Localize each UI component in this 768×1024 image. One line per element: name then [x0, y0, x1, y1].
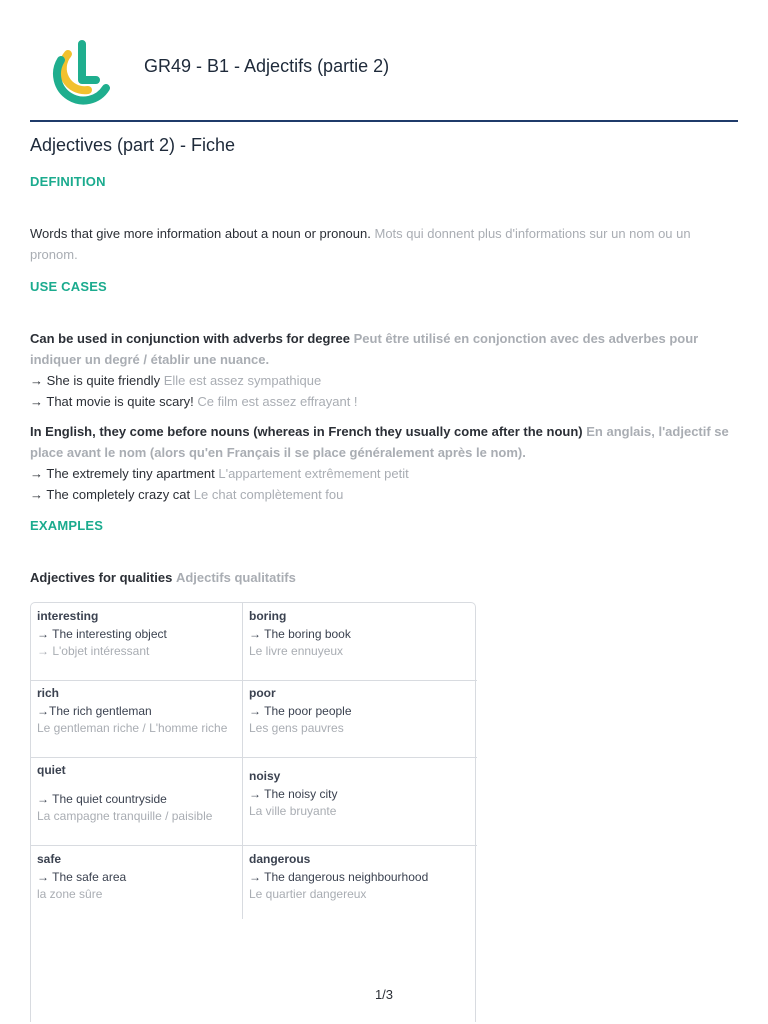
table-row: [31, 845, 477, 919]
example-fr: Le chat complètement fou: [193, 487, 344, 502]
use-case-1-title-en: Can be used in conjunction with adverbs for degree: [30, 331, 350, 346]
table-cell: [37, 762, 212, 826]
table-row: [31, 603, 477, 681]
example-en: → That movie is quite scary!: [30, 394, 194, 409]
cell-fr: Le livre ennuyeux: [249, 644, 344, 658]
cell-word: rich: [37, 686, 60, 700]
example-en: → She is quite friendly: [30, 373, 161, 388]
cell-word: safe: [37, 852, 62, 866]
table-cell: [249, 851, 428, 904]
table-cell: [249, 608, 351, 661]
table-row: [31, 757, 477, 846]
definition-heading: DEFINITION: [30, 174, 106, 189]
table-cell: [249, 768, 337, 821]
examples-heading: EXAMPLES: [30, 518, 104, 533]
use-case-1-example: [30, 391, 730, 412]
table-row: [31, 680, 477, 758]
adjectives-table: [30, 602, 476, 1022]
definition-fr: Mots qui donnent plus d'informations sur un nom ou un pronom.: [30, 226, 691, 262]
use-case-2-title-fr: En anglais, l'adjectif se place avant le nom (alors qu'en Français il se place généralement après le nom).: [30, 424, 729, 460]
page-title: Adjectives (part 2) - Fiche: [30, 135, 236, 155]
use-case-1: [30, 328, 730, 412]
cell-word: poor: [249, 686, 276, 700]
use-case-2-example: [30, 484, 730, 505]
cell-fr: La campagne tranquille / paisible: [37, 809, 213, 823]
cell-fr: Les gens pauvres: [249, 721, 344, 735]
cell-en: → The interesting object: [37, 626, 167, 641]
example-en: → The extremely tiny apartment: [30, 466, 215, 481]
examples-subheading: [30, 567, 730, 588]
examples-subheading-en: Adjectives for qualities: [30, 570, 173, 585]
cell-fr: → L'objet intéressant: [37, 644, 150, 658]
use-case-1-title-fr: Peut être utilisé en conjonction avec des adverbes pour indiquer un degré / établir une nuance.: [30, 331, 699, 367]
definition-en: Words that give more information about a noun or pronoun.: [30, 226, 371, 241]
table-cell: [37, 851, 126, 904]
use-case-2-example: [30, 463, 730, 484]
use-case-2-title-en: In English, they come before nouns (whereas in French they usually come after the noun): [30, 424, 583, 439]
table-cell: [37, 608, 167, 661]
cell-word: noisy: [249, 769, 281, 783]
cell-word: boring: [249, 609, 287, 623]
example-fr: Ce film est assez effrayant !: [197, 394, 358, 409]
example-en: → The completely crazy cat: [30, 487, 191, 502]
brand-logo-icon: [44, 30, 120, 106]
cell-fr: Le gentleman riche / L'homme riche: [37, 721, 228, 735]
page-number: 1/3: [374, 987, 394, 1002]
cell-en: → The dangerous neighbourhood: [249, 869, 429, 884]
cell-word: dangerous: [249, 852, 311, 866]
cell-en: → The safe area: [37, 869, 127, 884]
use-case-1-example: [30, 370, 730, 391]
cell-en: → The poor people: [249, 703, 352, 718]
cell-en: →The rich gentleman: [37, 703, 152, 718]
definition-text: [30, 223, 730, 265]
use-cases-heading: USE CASES: [30, 279, 107, 294]
cell-en: → The noisy city: [249, 786, 338, 801]
cell-en: → The boring book: [249, 626, 351, 641]
table-cell: [37, 685, 227, 738]
cell-fr: La ville bruyante: [249, 804, 337, 818]
example-fr: L'appartement extrêmement petit: [218, 466, 409, 481]
cell-word: interesting: [37, 609, 99, 623]
table-cell: [249, 685, 352, 738]
example-fr: Elle est assez sympathique: [163, 373, 322, 388]
cell-fr: la zone sûre: [37, 887, 103, 901]
cell-word: quiet: [37, 763, 66, 777]
document-title: GR49 - B1 - Adjectifs (partie 2): [144, 56, 390, 76]
cell-fr: Le quartier dangereux: [249, 887, 367, 901]
use-case-2: [30, 421, 730, 505]
header-divider: [30, 120, 738, 122]
cell-en: → The quiet countryside: [37, 791, 167, 806]
examples-subheading-fr: Adjectifs qualitatifs: [175, 570, 296, 585]
